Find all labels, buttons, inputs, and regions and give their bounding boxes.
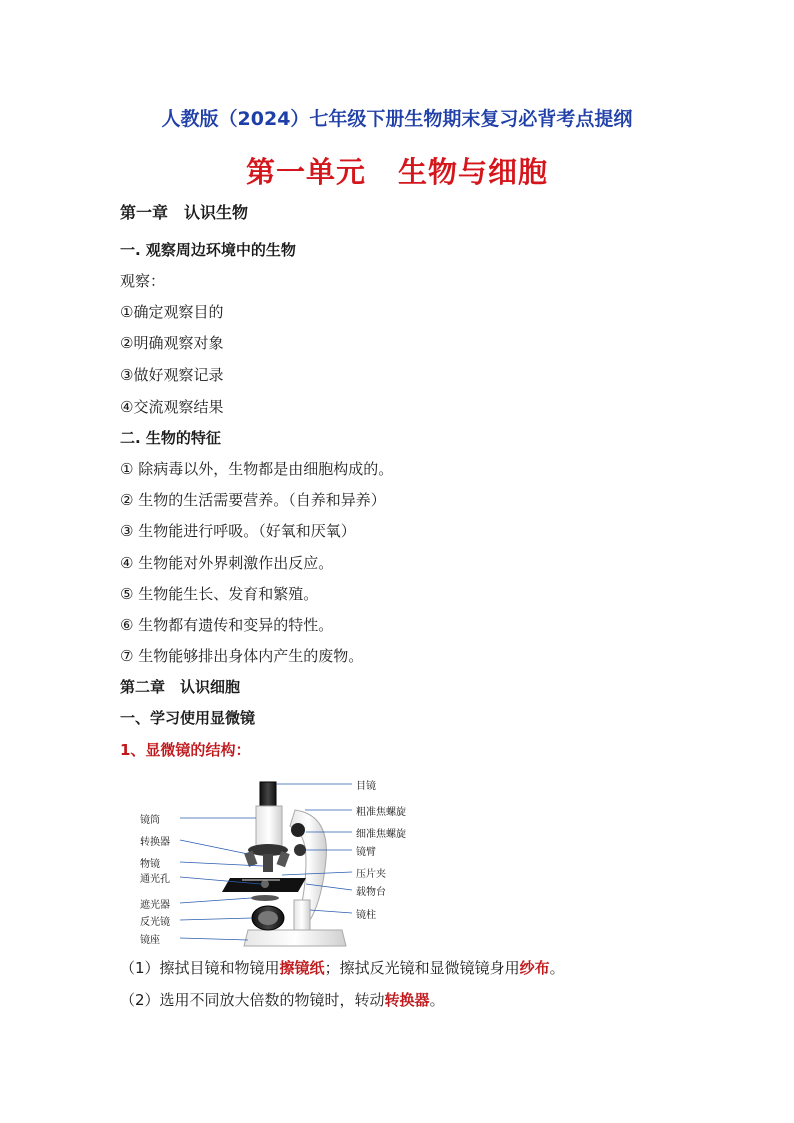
subsection-microscope-structure: 1、显微镜的结构： [120, 741, 251, 759]
note-text: ；擦拭反光镜和显微镜镜身用 [324, 959, 520, 977]
observe-step: ①确定观察目的 [120, 303, 224, 321]
section-observe-title: 一. 观察周边环境中的生物 [120, 241, 296, 259]
label-aperture: 通光孔 [140, 874, 170, 885]
label-stage-clip: 压片夹 [356, 869, 386, 880]
document-title: 人教版（2024）七年级下册生物期末复习必背考点提纲 [161, 108, 633, 130]
observe-intro: 观察： [120, 272, 166, 290]
label-fine-focus: 细准焦螺旋 [356, 829, 406, 840]
label-arm: 镜臂 [356, 847, 376, 858]
chapter-2-title: 第二章 认识细胞 [120, 678, 241, 696]
label-tube: 镜筒 [140, 815, 160, 826]
label-eyepiece: 目镜 [356, 781, 376, 792]
label-nosepiece: 转换器 [140, 837, 170, 848]
microscope-diagram [130, 770, 440, 950]
label-stage: 载物台 [356, 887, 386, 898]
chapter-1-title: 第一章 认识生物 [120, 203, 249, 222]
unit-number: 第一单元 [245, 155, 366, 189]
label-pillar: 镜柱 [356, 910, 376, 921]
note-text: （2）选用不同放大倍数的物镜时，转动 [120, 991, 385, 1009]
note-text: 。 [429, 991, 445, 1009]
note-objective [120, 990, 445, 1010]
feature-item: ① 除病毒以外，生物都是由细胞构成的。 [120, 460, 394, 478]
section-microscope-title: 一、学习使用显微镜 [120, 709, 256, 727]
note-text: （1）擦拭目镜和物镜用 [120, 959, 280, 977]
feature-item: ③ 生物能进行呼吸。（好氧和厌氧） [120, 522, 356, 540]
observe-step: ③做好观察记录 [120, 366, 224, 384]
observe-step: ④交流观察结果 [120, 398, 224, 416]
section-features-title: 二. 生物的特征 [120, 429, 221, 447]
keyword-gauze: 纱布 [519, 959, 550, 977]
keyword-nosepiece: 转换器 [384, 991, 430, 1009]
unit-name: 生物与细胞 [398, 155, 549, 189]
feature-item: ② 生物的生活需要营养。（自养和异养） [120, 491, 386, 509]
label-mirror: 反光镜 [140, 917, 170, 928]
feature-item: ⑥ 生物都有遗传和变异的特性。 [120, 616, 334, 634]
feature-item: ⑦ 生物能够排出身体内产生的废物。 [120, 647, 364, 665]
label-base: 镜座 [140, 935, 160, 946]
label-coarse-focus: 粗准焦螺旋 [356, 807, 406, 818]
observe-step: ②明确观察对象 [120, 334, 224, 352]
keyword-lens-paper: 擦镜纸 [279, 959, 325, 977]
note-cleaning [120, 958, 565, 978]
label-diaphragm: 遮光器 [140, 900, 170, 911]
unit-title [0, 150, 794, 191]
microscope-illustration [130, 770, 440, 950]
label-objective: 物镜 [140, 859, 160, 870]
note-text: 。 [549, 959, 565, 977]
feature-item: ④ 生物能对外界刺激作出反应。 [120, 554, 334, 572]
feature-item: ⑤ 生物能生长、发育和繁殖。 [120, 585, 319, 603]
